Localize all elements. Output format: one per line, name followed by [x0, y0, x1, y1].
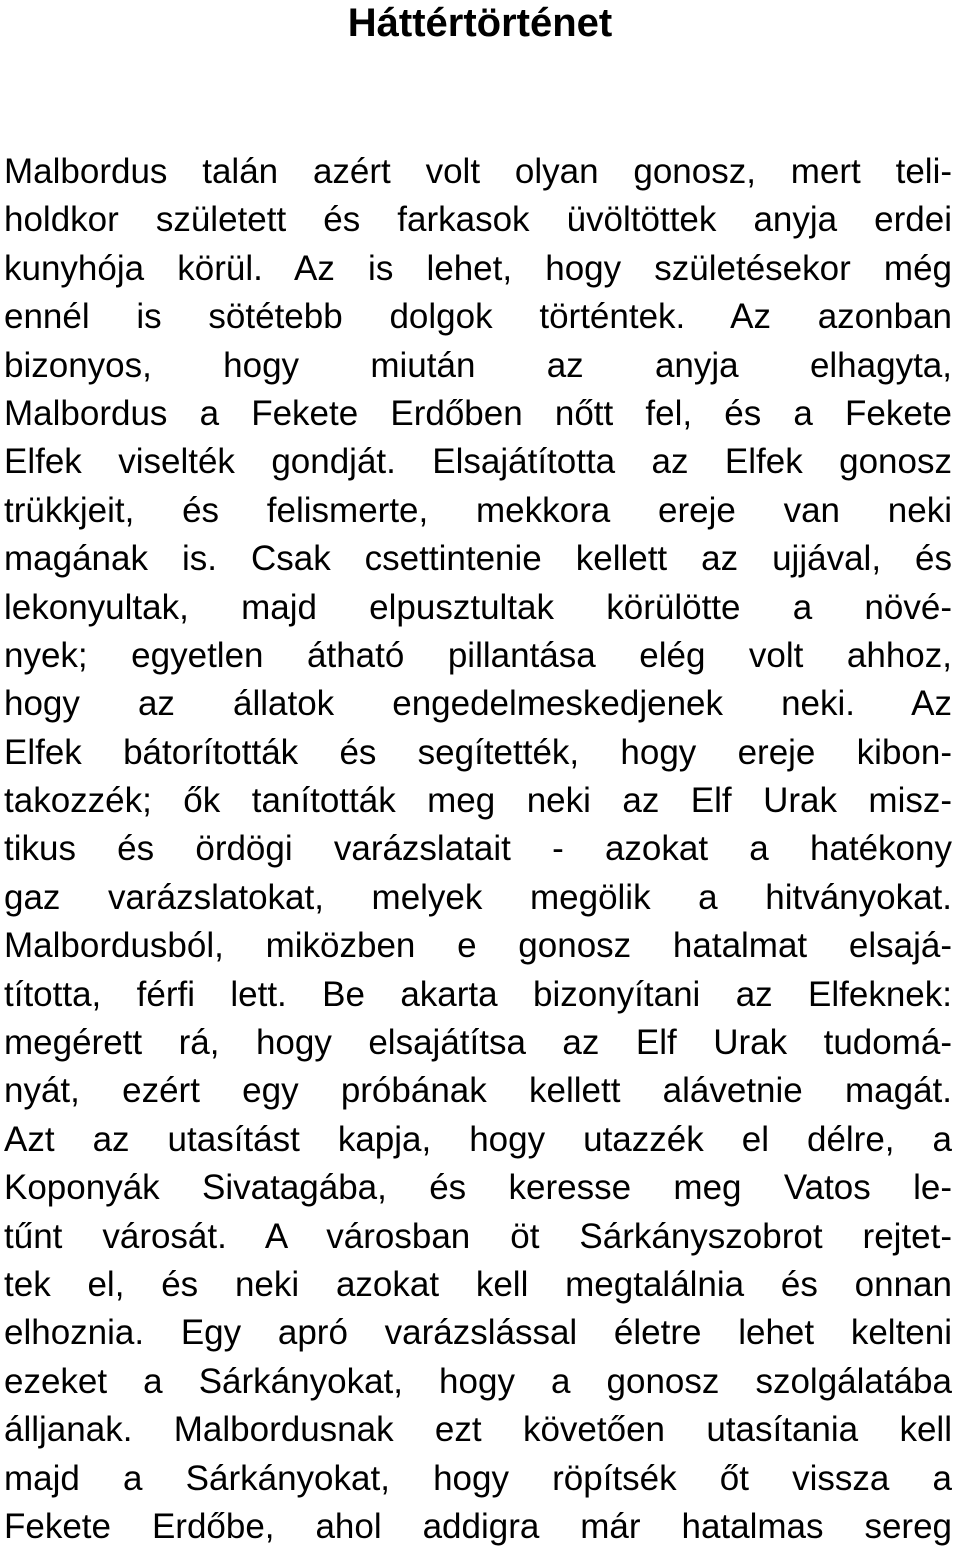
text-line: tította, férfi lett. Be akarta bizonyítani az Elfeknek:	[4, 974, 952, 1014]
text-line: lekonyultak, majd elpusztultak körülötte a növé-	[4, 587, 952, 627]
text-line: Azt az utasítást kapja, hogy utazzék el délre, a	[4, 1119, 952, 1159]
text-line: Koponyák Sivatagába, és keresse meg Vatos le-	[4, 1168, 952, 1208]
text-line: ennél is sötétebb dolgok történtek. Az azonban	[4, 297, 952, 337]
text-line: nyek; egyetlen átható pillantása elég volt ahhoz,	[4, 635, 952, 675]
text-line: majd a Sárkányokat, hogy röpítsék őt vissza a	[4, 1458, 952, 1498]
text-line: kunyhója körül. Az is lehet, hogy születésekor még	[4, 248, 952, 288]
document-body	[4, 148, 952, 1551]
text-line: Elfek bátorították és segítették, hogy ereje kibon-	[4, 732, 952, 772]
text-line: nyát, ezért egy próbának kellett alávetnie magát.	[4, 1071, 952, 1111]
text-line: elhoznia. Egy apró varázslással életre lehet kelteni	[4, 1313, 952, 1353]
document-title: Háttértörténet	[347, 1, 613, 45]
text-line: tűnt városát. A városban öt Sárkányszobrot rejtet-	[4, 1216, 952, 1256]
text-line: ezeket a Sárkányokat, hogy a gonosz szolgálatába	[4, 1361, 952, 1401]
text-line: magának is. Csak csettintenie kellett az ujjával, és	[4, 539, 952, 579]
text-line: holdkor született és farkasok üvöltöttek anyja erdei	[4, 200, 952, 240]
text-line: Malbordus talán azért volt olyan gonosz, mert teli-	[4, 152, 952, 191]
text-line: gaz varázslatokat, melyek megölik a hitványokat.	[4, 877, 952, 917]
text-line: Malbordusból, miközben e gonosz hatalmat elsajá-	[4, 926, 952, 966]
text-line: álljanak. Malbordusnak ezt követően utasítania kell	[4, 1410, 952, 1450]
text-line: bizonyos, hogy miután az anyja elhagyta,	[4, 345, 952, 385]
text-line: hogy az állatok engedelmeskedjenek neki. Az	[4, 684, 952, 724]
text-line: tikus és ördögi varázslatait - azokat a hatékony	[4, 829, 952, 869]
text-line: Elfek viselték gondját. Elsajátította az Elfek gonosz	[4, 442, 952, 482]
text-line: takozzék; ők tanították meg neki az Elf Urak misz-	[4, 781, 952, 821]
text-line: trükkjeit, és felismerte, mekkora ereje van neki	[4, 490, 952, 530]
text-line: megérett rá, hogy elsajátítsa az Elf Urak tudomá-	[4, 1023, 952, 1063]
text-line: tek el, és neki azokat kell megtalálnia és onnan	[4, 1264, 952, 1304]
text-line: Fekete Erdőbe, ahol addigra már hatalmas sereg	[4, 1506, 952, 1546]
text-line: Malbordus a Fekete Erdőben nőtt fel, és a Fekete	[4, 393, 952, 433]
